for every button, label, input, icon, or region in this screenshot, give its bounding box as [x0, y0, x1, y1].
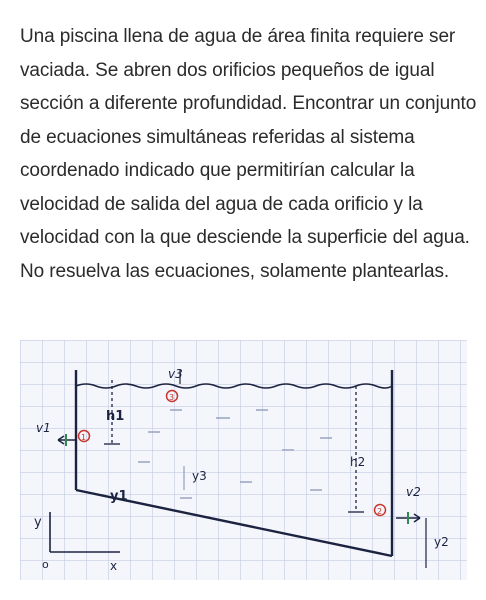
point-3-label: 3 — [169, 393, 175, 402]
point-2-label: 2 — [377, 507, 383, 516]
y2-label: y2 — [434, 535, 449, 549]
pool-sketch — [20, 340, 467, 580]
h1-label: h1 — [106, 409, 125, 424]
h2-label: h2 — [350, 455, 366, 469]
y-axis-label: y — [34, 515, 42, 530]
y3-label: y3 — [192, 469, 207, 483]
grid-lines — [20, 340, 467, 580]
pool-diagram — [20, 340, 467, 580]
origin-label: o — [42, 558, 49, 571]
x-axis-label: x — [110, 559, 118, 573]
y1-label: y1 — [110, 489, 128, 504]
point-1-label: 1 — [81, 433, 87, 442]
v2-label: v2 — [406, 485, 421, 499]
v3-label: v3 — [168, 367, 183, 381]
v1-label: v1 — [36, 421, 51, 435]
problem-statement: Una piscina llena de agua de área finita requiere ser vaciada. Se abren dos orificios pequeños de igual sección a diferente profundidad. Encontrar un conjunto de ecuaciones simultáneas referidas al sistema coordenado indicado que permitirían calcular la velocidad de salida del agua de cada orificio y la velocidad con la que desciende la superficie del agua. No resuelva las ecuaciones, solamente plantearlas. — [20, 26, 477, 282]
